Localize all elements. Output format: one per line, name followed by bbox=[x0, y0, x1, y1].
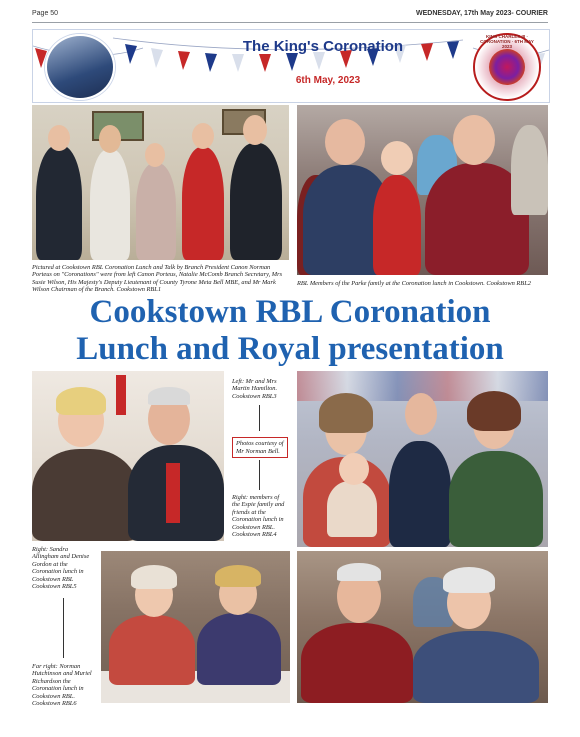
photo-rbl6 bbox=[297, 551, 548, 703]
caption-rbl2: RBL Members of the Parke family at the Coronation lunch in Cookstown. Cookstown RBL2 bbox=[297, 280, 531, 287]
headline-line-1: Cookstown RBL Coronation bbox=[89, 294, 491, 330]
caption-divider bbox=[259, 405, 260, 431]
caption-divider bbox=[259, 460, 260, 490]
coronation-emblem bbox=[473, 33, 541, 101]
caption-rbl3: Left: Mr and Mrs Martin Hamilton. Cookstown RBL3 bbox=[232, 378, 278, 400]
page-number: Page 50 bbox=[32, 10, 59, 17]
headline-line-2: Lunch and Royal presentation bbox=[76, 331, 504, 367]
photo-credit: Photos courtesy of Mr Norman Bell. bbox=[232, 437, 288, 458]
royal-couple-portrait bbox=[45, 34, 115, 100]
photo-rbl2 bbox=[297, 105, 548, 275]
photo-rbl4 bbox=[297, 371, 548, 547]
headline bbox=[22, 294, 558, 368]
caption-divider bbox=[63, 598, 64, 658]
coronation-banner bbox=[32, 29, 550, 103]
photo-rbl3 bbox=[32, 371, 224, 541]
banner-date: 6th May, 2023 bbox=[295, 75, 361, 86]
caption-rbl4: Right: members of the Espie family and friends at the Coronation lunch in Cookstown RBL. Cookstown RBL4 bbox=[232, 494, 285, 539]
emblem-crown-icon bbox=[489, 49, 525, 85]
page-header bbox=[32, 6, 548, 23]
caption-rbl5: Right: Sandra Allingham and Denise Gordon at the Coronation lunch in Cookstown RBL Cookstown RBL5 bbox=[32, 546, 90, 591]
caption-rbl1: Pictured at Cookstown RBL Coronation Lunch and Talk by Branch President Canon Norman Porteus on "Coronations" were from left Canon Porteus, Natalie McComb Branch Secretary, Mrs Susie Wilson, His Majesty's Deputy Lieutenant of County Tyrone Meta Bell MBE, and Mr Mark Wilson Chairman of the Branch. Cookstown RBL1 bbox=[32, 264, 283, 294]
emblem-text: KING CHARLES III · CORONATION · 6TH MAY 2023 bbox=[480, 34, 534, 49]
photo-rbl5 bbox=[101, 551, 290, 703]
photo-rbl1 bbox=[32, 105, 289, 260]
banner-title: The King's Coronation bbox=[242, 38, 404, 55]
caption-rbl6: Far right: Norman Hutchinson and Muriel Richardson the Coronation lunch in Cookstown RBL. Cookstown RBL6 bbox=[32, 663, 92, 708]
dateline: WEDNESDAY, 17th May 2023- COURIER bbox=[415, 10, 548, 17]
